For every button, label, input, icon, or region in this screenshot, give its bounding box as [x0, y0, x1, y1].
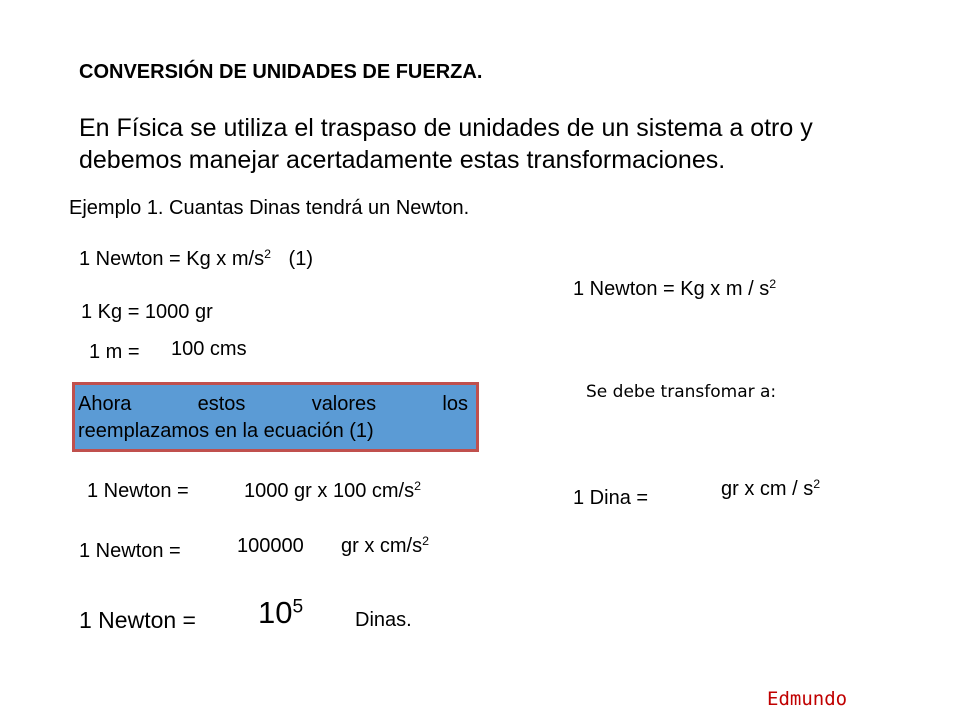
meter-conversion-lhs: 1 m =: [89, 341, 140, 363]
result-value: 100000: [237, 535, 304, 557]
intro-paragraph: En Física se utiliza el traspaso de unidades de un sistema a otro y debemos manejar acertadamente estas transformaciones.: [79, 114, 813, 174]
result-lhs: 1 Newton =: [79, 540, 181, 562]
dina-rhs: gr x cm / $s^2$: [721, 477, 821, 500]
author-signature: Edmundo: [767, 688, 848, 710]
final-exponent: 5: [292, 596, 304, 618]
substitution-lhs: 1 Newton =: [87, 480, 189, 502]
final-power: $10^5$: [258, 595, 304, 630]
right-newton-exponent: 2: [769, 277, 777, 292]
transform-note: Se debe transfomar a:: [586, 382, 777, 402]
dina-exponent: 2: [813, 477, 821, 492]
highlight-word: estos: [197, 393, 246, 415]
final-lhs: 1 Newton =: [79, 607, 196, 633]
result-exponent: 2: [422, 534, 430, 549]
highlight-box: [72, 382, 479, 452]
newton-definition-text: 1 Newton = Kg x m/s: [79, 248, 265, 270]
right-newton-equation: 1 Newton = Kg x m / $s^2$: [573, 277, 777, 300]
result-unit: gr x $cm/s^2$: [341, 534, 430, 557]
highlight-line-2: reemplazamos en la ecuación (1): [78, 420, 374, 442]
equation-label: (1): [288, 248, 313, 270]
highlight-word: valores: [311, 393, 377, 415]
dina-equation: [573, 477, 821, 510]
highlight-word: los: [442, 393, 468, 415]
page-title: CONVERSIÓN DE UNIDADES DE FUERZA.: [79, 61, 483, 83]
kg-conversion: 1 Kg = 1000 gr: [81, 301, 213, 323]
substitution-exponent: 2: [414, 479, 421, 494]
final-equation: [79, 595, 412, 634]
substitution-equation: [87, 479, 421, 503]
substitution-rhs: 1000 gr x 100 $cm/s^2$: [244, 479, 421, 502]
example-heading: Ejemplo 1. Cuantas Dinas tendrá un Newton.: [69, 197, 470, 219]
meter-conversion-rhs: 100 cms: [171, 338, 247, 360]
highlight-line-1: [78, 391, 468, 418]
result-equation: [79, 534, 430, 563]
newton-definition-equation: [79, 248, 313, 271]
highlight-word: Ahora: [78, 393, 132, 415]
dina-lhs: 1 Dina =: [573, 487, 649, 509]
newton-definition-exponent: 2: [264, 247, 271, 262]
meter-conversion: [89, 338, 247, 364]
final-unit: Dinas.: [355, 609, 412, 631]
